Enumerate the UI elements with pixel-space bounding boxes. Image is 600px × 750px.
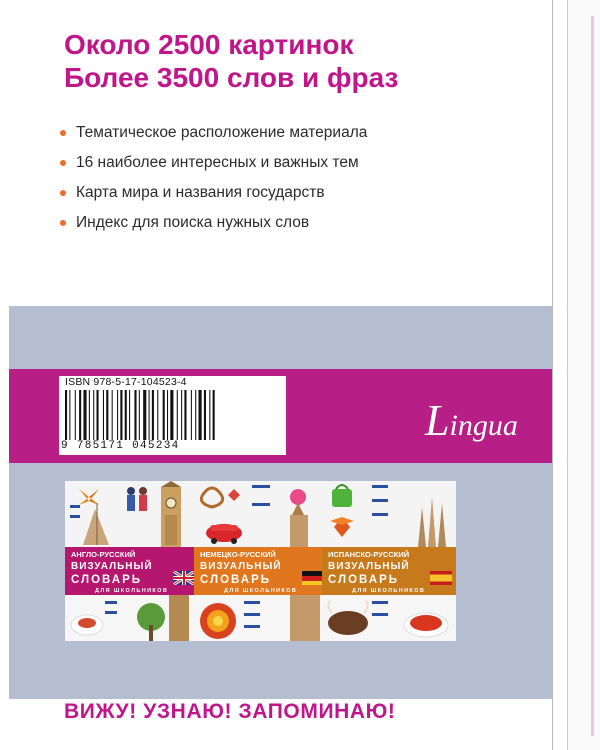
book-illustration-top [322, 481, 456, 547]
book-illustration-bottom [194, 595, 328, 641]
barcode-bar [195, 390, 196, 440]
barcode-bar [177, 390, 178, 440]
feature-list [60, 118, 367, 238]
publisher-logo [425, 395, 518, 446]
barcode-bar [152, 390, 154, 440]
feature-item: 16 наиболее интересных и важных тем [60, 148, 367, 178]
headline-line-2: Более 3500 слов и фраз [64, 62, 399, 93]
barcode-bar [213, 390, 215, 440]
barcode-bar [184, 390, 186, 440]
feature-item: Тематическое расположение материала [60, 118, 367, 148]
barcode-bar [143, 390, 146, 440]
barcode-icon [65, 390, 277, 440]
barcode-bar [93, 390, 94, 440]
spine-strip [568, 0, 600, 750]
book-title-2: СЛОВАРЬ [200, 574, 272, 586]
cover-edge [552, 0, 553, 750]
barcode-bar [149, 390, 150, 440]
spain-flag-icon [430, 571, 452, 585]
isbn-number: ISBN 978-5-17-104523-4 [65, 376, 187, 388]
book-subtitle: ДЛЯ ШКОЛЬНИКОВ [224, 588, 298, 594]
feature-item: Индекс для поиска нужных слов [60, 208, 367, 238]
barcode-bar [83, 390, 86, 440]
barcode-bar [134, 390, 136, 440]
book-subtitle: ДЛЯ ШКОЛЬНИКОВ [95, 588, 169, 594]
book-illustration-bottom [322, 595, 456, 641]
barcode-bar [170, 390, 173, 440]
book-language: АНГЛО-РУССКИЙ [71, 550, 136, 559]
book-illustration-top [194, 481, 328, 547]
barcode-bar [89, 390, 90, 440]
barcode-bar [75, 390, 76, 440]
barcode-bar [79, 390, 81, 440]
book-title-2: СЛОВАРЬ [71, 574, 143, 586]
barcode-bar [191, 390, 192, 440]
headline [64, 28, 398, 94]
spine-color-line [591, 16, 594, 736]
spine-fold [567, 0, 568, 750]
barcode-bar [163, 390, 165, 440]
uk-flag-icon [173, 571, 195, 585]
barcode-bar [103, 390, 104, 440]
germany-flag-icon [302, 571, 324, 585]
barcode-digits: 9 785171 045234 [61, 440, 180, 452]
book-language: НЕМЕЦКО-РУССКИЙ [200, 550, 276, 559]
barcode-bar [117, 390, 118, 440]
barcode-bar [167, 390, 168, 440]
logo-initial: L [425, 396, 450, 445]
book-cover-german [194, 481, 328, 641]
book-title-1: ВИЗУАЛЬНЫЙ [71, 561, 153, 572]
barcode-bar [204, 390, 206, 440]
barcode-bar [112, 390, 113, 440]
book-subtitle: ДЛЯ ШКОЛЬНИКОВ [352, 588, 426, 594]
barcode-bar [139, 390, 140, 440]
barcode-bar [69, 390, 70, 440]
book-language: ИСПАНСКО-РУССКИЙ [328, 550, 410, 559]
barcode-bar [97, 390, 99, 440]
feature-item: Карта мира и названия государств [60, 178, 367, 208]
barcode-bar [181, 390, 182, 440]
barcode-bar [157, 390, 158, 440]
barcode-bar [129, 390, 130, 440]
book-illustration-top [65, 481, 199, 547]
barcode-bar [120, 390, 122, 440]
book-title-1: ВИЗУАЛЬНЫЙ [328, 561, 410, 572]
logo-rest: ingua [449, 409, 518, 442]
barcode-bar [209, 390, 210, 440]
barcode-bar [106, 390, 108, 440]
slogan: ВИЖУ! УЗНАЮ! ЗАПОМИНАЮ! [64, 700, 396, 723]
book-cover-english [65, 481, 199, 641]
barcode-bar [125, 390, 127, 440]
book-cover-spanish [322, 481, 456, 641]
book-illustration-bottom [65, 595, 199, 641]
barcode-bar [199, 390, 202, 440]
book-title-2: СЛОВАРЬ [328, 574, 400, 586]
headline-line-1: Около 2500 картинок [64, 29, 354, 60]
book-title-1: ВИЗУАЛЬНЫЙ [200, 561, 282, 572]
barcode-bar [65, 390, 67, 440]
barcode-block [59, 376, 286, 455]
